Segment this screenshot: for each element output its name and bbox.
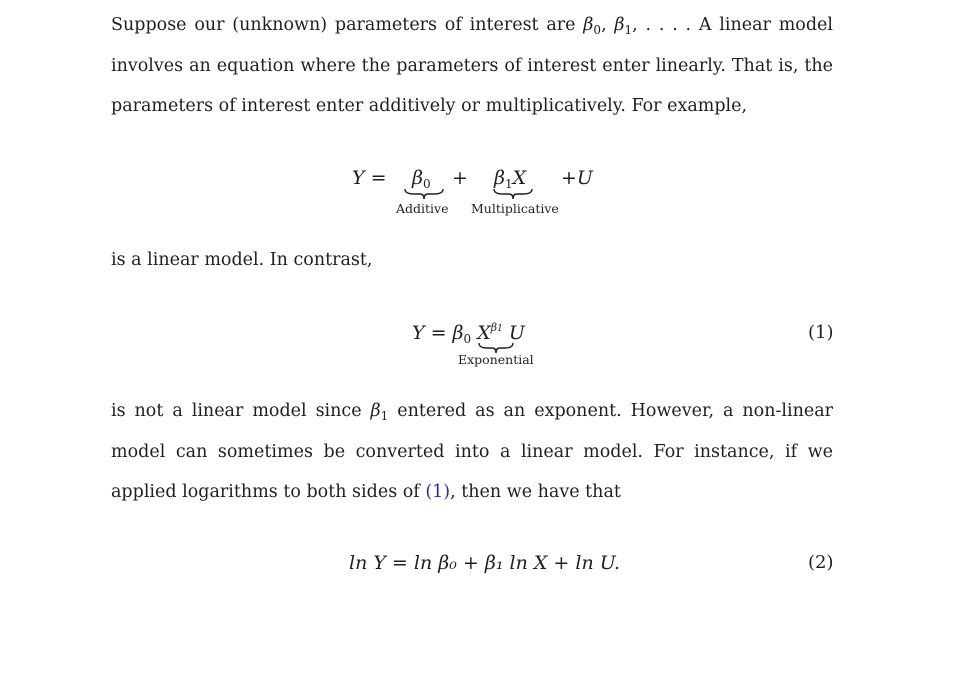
linear-model-equation	[352, 166, 387, 190]
multiplicative-term: $\beta_1X$	[494, 167, 527, 191]
paragraph-contrast: is a linear model. In contrast,	[111, 250, 373, 270]
intro-text-end: , . . . . A linear model involves an equation where the parameters of interest enter linearly. That is, the parameters of interest enter additively or multiplicatively. For example,	[111, 15, 833, 116]
underbrace-additive	[404, 188, 444, 200]
equation-2: ln Y = ln β₀ + β₁ ln X + ln U.	[349, 552, 621, 574]
error-term: +U	[561, 167, 593, 189]
underbrace-multiplicative	[493, 188, 533, 200]
additive-term: $\beta_0$	[412, 167, 431, 191]
intro-text-start: Suppose our (unknown) parameters of interest are	[111, 15, 584, 35]
equation-number-2: (2)	[808, 552, 834, 573]
plus-sign: +	[452, 167, 468, 189]
eq-lhs: Y =	[352, 167, 387, 189]
beta0-symbol: $\beta_0$	[583, 15, 602, 37]
equation-number-1: (1)	[808, 322, 834, 343]
equation-ref-1[interactable]: (1)	[425, 482, 451, 502]
x-power-term: $X^{\beta 1}$	[477, 321, 503, 344]
equation-1: $Y = \beta_0$ $X^{\beta 1}$ U	[412, 321, 525, 346]
label-additive: Additive	[396, 201, 449, 216]
paragraph-nonlinear: is not a linear model since $\beta_1$ entered as an exponent. However, a non-linear model can sometimes be converted into a linear model. For instance, if we applied logarithms to both sides of (1), then we have that	[111, 401, 833, 502]
beta1-symbol: $\beta_1$	[614, 15, 633, 37]
beta1-symbol-2: $\beta_1$	[370, 401, 389, 423]
label-exponential: Exponential	[458, 352, 534, 367]
label-multiplicative: Multiplicative	[471, 201, 559, 216]
paragraph-intro: Suppose our (unknown) parameters of interest are $\beta_0$, $\beta_1$, . . . . A linear model involves an equation where the parameters of interest enter linearly. That is, the parameters of interest enter additively or multiplicatively. For example,	[111, 15, 833, 116]
